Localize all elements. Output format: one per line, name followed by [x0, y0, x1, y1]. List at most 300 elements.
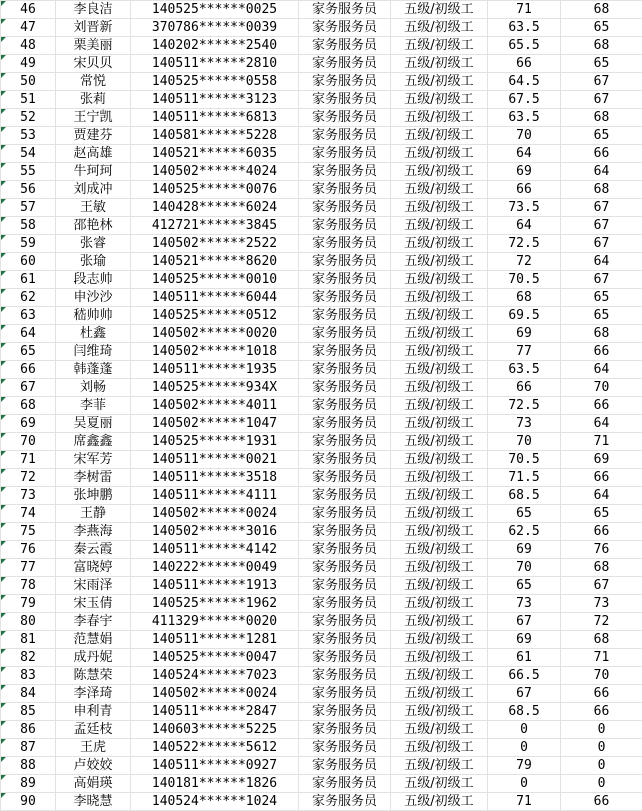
id-number-masked-cell[interactable]: 140502******4024	[131, 163, 299, 181]
score-2-cell[interactable]: 67	[561, 73, 642, 91]
score-1-cell[interactable]: 64.5	[488, 73, 561, 91]
row-number-cell[interactable]	[1, 91, 56, 109]
score-1-cell[interactable]: 64	[488, 217, 561, 235]
id-number-masked-cell[interactable]: 140511******4142	[131, 541, 299, 559]
person-name-cell[interactable]: 宋雨泽	[56, 577, 131, 595]
score-2-cell[interactable]: 66	[561, 703, 642, 721]
score-1-cell[interactable]: 68.5	[488, 703, 561, 721]
skill-level-cell[interactable]: 五级/初级工	[391, 469, 488, 487]
person-name-cell[interactable]: 段志帅	[56, 271, 131, 289]
row-number-cell[interactable]	[1, 793, 56, 811]
score-1-cell[interactable]: 70.5	[488, 271, 561, 289]
score-2-cell[interactable]: 64	[561, 361, 642, 379]
skill-level-cell[interactable]: 五级/初级工	[391, 631, 488, 649]
person-name-cell[interactable]: 王敏	[56, 199, 131, 217]
occupation-cell[interactable]: 家务服务员	[299, 1, 391, 19]
id-number-masked-cell[interactable]: 412721******3845	[131, 217, 299, 235]
id-number-masked-cell[interactable]: 140511******1935	[131, 361, 299, 379]
score-2-cell[interactable]: 73	[561, 595, 642, 613]
person-name-cell[interactable]: 范慧娟	[56, 631, 131, 649]
score-1-cell[interactable]: 66	[488, 181, 561, 199]
id-number-masked-cell[interactable]: 140511******3123	[131, 91, 299, 109]
score-2-cell[interactable]: 68	[561, 325, 642, 343]
score-1-cell[interactable]: 0	[488, 775, 561, 793]
score-2-cell[interactable]: 65	[561, 505, 642, 523]
row-number-cell[interactable]	[1, 631, 56, 649]
score-1-cell[interactable]: 70	[488, 433, 561, 451]
skill-level-cell[interactable]: 五级/初级工	[391, 487, 488, 505]
row-number-cell[interactable]	[1, 739, 56, 757]
skill-level-cell[interactable]: 五级/初级工	[391, 145, 488, 163]
id-number-masked-cell[interactable]: 140511******0927	[131, 757, 299, 775]
id-number-masked-cell[interactable]: 140511******3518	[131, 469, 299, 487]
skill-level-cell[interactable]: 五级/初级工	[391, 217, 488, 235]
score-2-cell[interactable]: 67	[561, 199, 642, 217]
person-name-cell[interactable]: 赵高雄	[56, 145, 131, 163]
occupation-cell[interactable]: 家务服务员	[299, 523, 391, 541]
occupation-cell[interactable]: 家务服务员	[299, 721, 391, 739]
occupation-cell[interactable]: 家务服务员	[299, 325, 391, 343]
row-number-cell[interactable]	[1, 595, 56, 613]
occupation-cell[interactable]: 家务服务员	[299, 487, 391, 505]
score-2-cell[interactable]: 72	[561, 613, 642, 631]
person-name-cell[interactable]: 秦云霞	[56, 541, 131, 559]
score-2-cell[interactable]: 67	[561, 217, 642, 235]
row-number-cell[interactable]	[1, 721, 56, 739]
id-number-masked-cell[interactable]: 140502******2522	[131, 235, 299, 253]
score-1-cell[interactable]: 67	[488, 613, 561, 631]
score-1-cell[interactable]: 66.5	[488, 667, 561, 685]
row-number-cell[interactable]	[1, 37, 56, 55]
person-name-cell[interactable]: 常悦	[56, 73, 131, 91]
row-number-cell[interactable]	[1, 289, 56, 307]
person-name-cell[interactable]: 李燕海	[56, 523, 131, 541]
score-2-cell[interactable]: 68	[561, 631, 642, 649]
person-name-cell[interactable]: 牛珂珂	[56, 163, 131, 181]
person-name-cell[interactable]: 王静	[56, 505, 131, 523]
person-name-cell[interactable]: 申沙沙	[56, 289, 131, 307]
id-number-masked-cell[interactable]: 140502******1047	[131, 415, 299, 433]
row-number-cell[interactable]	[1, 307, 56, 325]
row-number-cell[interactable]	[1, 541, 56, 559]
id-number-masked-cell[interactable]: 370786******0039	[131, 19, 299, 37]
skill-level-cell[interactable]: 五级/初级工	[391, 667, 488, 685]
score-2-cell[interactable]: 64	[561, 253, 642, 271]
id-number-masked-cell[interactable]: 140525******0512	[131, 307, 299, 325]
id-number-masked-cell[interactable]: 140525******0025	[131, 1, 299, 19]
person-name-cell[interactable]: 张坤鹏	[56, 487, 131, 505]
id-number-masked-cell[interactable]: 140521******6035	[131, 145, 299, 163]
occupation-cell[interactable]: 家务服务员	[299, 577, 391, 595]
id-number-masked-cell[interactable]: 140511******2847	[131, 703, 299, 721]
skill-level-cell[interactable]: 五级/初级工	[391, 307, 488, 325]
id-number-masked-cell[interactable]: 140581******5228	[131, 127, 299, 145]
person-name-cell[interactable]: 李树雷	[56, 469, 131, 487]
id-number-masked-cell[interactable]: 140525******0558	[131, 73, 299, 91]
id-number-masked-cell[interactable]: 411329******0020	[131, 613, 299, 631]
score-2-cell[interactable]: 66	[561, 145, 642, 163]
row-number-cell[interactable]	[1, 757, 56, 775]
score-1-cell[interactable]: 63.5	[488, 109, 561, 127]
skill-level-cell[interactable]: 五级/初级工	[391, 325, 488, 343]
occupation-cell[interactable]: 家务服务员	[299, 73, 391, 91]
skill-level-cell[interactable]: 五级/初级工	[391, 541, 488, 559]
score-1-cell[interactable]: 73.5	[488, 199, 561, 217]
score-1-cell[interactable]: 72.5	[488, 235, 561, 253]
person-name-cell[interactable]: 高娟瑛	[56, 775, 131, 793]
id-number-masked-cell[interactable]: 140525******0076	[131, 181, 299, 199]
score-2-cell[interactable]: 65	[561, 289, 642, 307]
person-name-cell[interactable]: 贾建芬	[56, 127, 131, 145]
row-number-cell[interactable]	[1, 577, 56, 595]
score-2-cell[interactable]: 65	[561, 19, 642, 37]
id-number-masked-cell[interactable]: 140525******1931	[131, 433, 299, 451]
person-name-cell[interactable]: 申利青	[56, 703, 131, 721]
score-1-cell[interactable]: 70.5	[488, 451, 561, 469]
person-name-cell[interactable]: 宋玉倩	[56, 595, 131, 613]
occupation-cell[interactable]: 家务服务员	[299, 19, 391, 37]
score-2-cell[interactable]: 67	[561, 577, 642, 595]
row-number-cell[interactable]	[1, 73, 56, 91]
occupation-cell[interactable]: 家务服务员	[299, 757, 391, 775]
skill-level-cell[interactable]: 五级/初级工	[391, 595, 488, 613]
id-number-masked-cell[interactable]: 140521******8620	[131, 253, 299, 271]
score-2-cell[interactable]: 66	[561, 343, 642, 361]
occupation-cell[interactable]: 家务服务员	[299, 631, 391, 649]
row-number-cell[interactable]	[1, 127, 56, 145]
id-number-masked-cell[interactable]: 140428******6024	[131, 199, 299, 217]
skill-level-cell[interactable]: 五级/初级工	[391, 397, 488, 415]
score-2-cell[interactable]: 64	[561, 487, 642, 505]
score-2-cell[interactable]: 66	[561, 685, 642, 703]
occupation-cell[interactable]: 家务服务员	[299, 415, 391, 433]
score-2-cell[interactable]: 0	[561, 775, 642, 793]
row-number-cell[interactable]	[1, 55, 56, 73]
occupation-cell[interactable]: 家务服务员	[299, 289, 391, 307]
score-2-cell[interactable]: 70	[561, 379, 642, 397]
skill-level-cell[interactable]: 五级/初级工	[391, 289, 488, 307]
id-number-masked-cell[interactable]: 140181******1826	[131, 775, 299, 793]
skill-level-cell[interactable]: 五级/初级工	[391, 37, 488, 55]
row-number-cell[interactable]	[1, 505, 56, 523]
occupation-cell[interactable]: 家务服务员	[299, 433, 391, 451]
row-number-cell[interactable]	[1, 613, 56, 631]
occupation-cell[interactable]: 家务服务员	[299, 541, 391, 559]
score-1-cell[interactable]: 71.5	[488, 469, 561, 487]
score-2-cell[interactable]: 64	[561, 163, 642, 181]
score-2-cell[interactable]: 66	[561, 523, 642, 541]
row-number-cell[interactable]	[1, 451, 56, 469]
skill-level-cell[interactable]: 五级/初级工	[391, 253, 488, 271]
person-name-cell[interactable]: 宋军芳	[56, 451, 131, 469]
skill-level-cell[interactable]: 五级/初级工	[391, 523, 488, 541]
skill-level-cell[interactable]: 五级/初级工	[391, 271, 488, 289]
row-number-cell[interactable]	[1, 1, 56, 19]
person-name-cell[interactable]: 席鑫鑫	[56, 433, 131, 451]
row-number-cell[interactable]	[1, 163, 56, 181]
score-2-cell[interactable]: 68	[561, 181, 642, 199]
person-name-cell[interactable]: 王虎	[56, 739, 131, 757]
person-name-cell[interactable]: 杜鑫	[56, 325, 131, 343]
occupation-cell[interactable]: 家务服务员	[299, 181, 391, 199]
row-number-cell[interactable]	[1, 199, 56, 217]
score-1-cell[interactable]: 0	[488, 721, 561, 739]
score-1-cell[interactable]: 66	[488, 379, 561, 397]
score-2-cell[interactable]: 0	[561, 757, 642, 775]
person-name-cell[interactable]: 邵艳林	[56, 217, 131, 235]
person-name-cell[interactable]: 嵇帅帅	[56, 307, 131, 325]
score-2-cell[interactable]: 0	[561, 721, 642, 739]
score-1-cell[interactable]: 69.5	[488, 307, 561, 325]
person-name-cell[interactable]: 韩蓬蓬	[56, 361, 131, 379]
row-number-cell[interactable]	[1, 487, 56, 505]
occupation-cell[interactable]: 家务服务员	[299, 451, 391, 469]
occupation-cell[interactable]: 家务服务员	[299, 397, 391, 415]
skill-level-cell[interactable]: 五级/初级工	[391, 19, 488, 37]
id-number-masked-cell[interactable]: 140502******3016	[131, 523, 299, 541]
occupation-cell[interactable]: 家务服务员	[299, 235, 391, 253]
id-number-masked-cell[interactable]: 140502******1018	[131, 343, 299, 361]
id-number-masked-cell[interactable]: 140502******0020	[131, 325, 299, 343]
score-1-cell[interactable]: 73	[488, 415, 561, 433]
score-2-cell[interactable]: 68	[561, 1, 642, 19]
row-number-cell[interactable]	[1, 469, 56, 487]
occupation-cell[interactable]: 家务服务员	[299, 469, 391, 487]
occupation-cell[interactable]: 家务服务员	[299, 505, 391, 523]
id-number-masked-cell[interactable]: 140525******934X	[131, 379, 299, 397]
id-number-masked-cell[interactable]: 140525******0010	[131, 271, 299, 289]
score-2-cell[interactable]: 69	[561, 451, 642, 469]
row-number-cell[interactable]	[1, 19, 56, 37]
row-number-cell[interactable]	[1, 343, 56, 361]
occupation-cell[interactable]: 家务服务员	[299, 307, 391, 325]
score-1-cell[interactable]: 79	[488, 757, 561, 775]
person-name-cell[interactable]: 刘晋新	[56, 19, 131, 37]
row-number-cell[interactable]	[1, 559, 56, 577]
person-name-cell[interactable]: 张睿	[56, 235, 131, 253]
id-number-masked-cell[interactable]: 140524******1024	[131, 793, 299, 811]
score-2-cell[interactable]: 0	[561, 739, 642, 757]
person-name-cell[interactable]: 孟廷枝	[56, 721, 131, 739]
score-1-cell[interactable]: 68.5	[488, 487, 561, 505]
row-number-cell[interactable]	[1, 667, 56, 685]
score-1-cell[interactable]: 65.5	[488, 37, 561, 55]
score-1-cell[interactable]: 0	[488, 739, 561, 757]
skill-level-cell[interactable]: 五级/初级工	[391, 739, 488, 757]
occupation-cell[interactable]: 家务服务员	[299, 379, 391, 397]
score-1-cell[interactable]: 68	[488, 289, 561, 307]
score-1-cell[interactable]: 65	[488, 577, 561, 595]
score-2-cell[interactable]: 64	[561, 415, 642, 433]
score-2-cell[interactable]: 68	[561, 109, 642, 127]
person-name-cell[interactable]: 栗美丽	[56, 37, 131, 55]
occupation-cell[interactable]: 家务服务员	[299, 163, 391, 181]
id-number-masked-cell[interactable]: 140511******6813	[131, 109, 299, 127]
person-name-cell[interactable]: 陈慧荣	[56, 667, 131, 685]
occupation-cell[interactable]: 家务服务员	[299, 37, 391, 55]
occupation-cell[interactable]: 家务服务员	[299, 613, 391, 631]
row-number-cell[interactable]	[1, 649, 56, 667]
score-1-cell[interactable]: 67.5	[488, 91, 561, 109]
skill-level-cell[interactable]: 五级/初级工	[391, 73, 488, 91]
id-number-masked-cell[interactable]: 140511******2810	[131, 55, 299, 73]
occupation-cell[interactable]: 家务服务员	[299, 667, 391, 685]
occupation-cell[interactable]: 家务服务员	[299, 793, 391, 811]
person-name-cell[interactable]: 宋贝贝	[56, 55, 131, 73]
score-1-cell[interactable]: 61	[488, 649, 561, 667]
skill-level-cell[interactable]: 五级/初级工	[391, 559, 488, 577]
person-name-cell[interactable]: 刘畅	[56, 379, 131, 397]
score-2-cell[interactable]: 68	[561, 37, 642, 55]
occupation-cell[interactable]: 家务服务员	[299, 739, 391, 757]
person-name-cell[interactable]: 李泽琦	[56, 685, 131, 703]
skill-level-cell[interactable]: 五级/初级工	[391, 343, 488, 361]
score-1-cell[interactable]: 69	[488, 163, 561, 181]
occupation-cell[interactable]: 家务服务员	[299, 253, 391, 271]
score-1-cell[interactable]: 71	[488, 1, 561, 19]
person-name-cell[interactable]: 成丹妮	[56, 649, 131, 667]
id-number-masked-cell[interactable]: 140502******4011	[131, 397, 299, 415]
occupation-cell[interactable]: 家务服务员	[299, 559, 391, 577]
score-1-cell[interactable]: 72.5	[488, 397, 561, 415]
occupation-cell[interactable]: 家务服务员	[299, 361, 391, 379]
score-2-cell[interactable]: 68	[561, 559, 642, 577]
row-number-cell[interactable]	[1, 271, 56, 289]
score-1-cell[interactable]: 63.5	[488, 361, 561, 379]
person-name-cell[interactable]: 刘成冲	[56, 181, 131, 199]
person-name-cell[interactable]: 王宁凯	[56, 109, 131, 127]
id-number-masked-cell[interactable]: 140522******5612	[131, 739, 299, 757]
score-2-cell[interactable]: 66	[561, 469, 642, 487]
skill-level-cell[interactable]: 五级/初级工	[391, 361, 488, 379]
skill-level-cell[interactable]: 五级/初级工	[391, 685, 488, 703]
score-1-cell[interactable]: 70	[488, 127, 561, 145]
occupation-cell[interactable]: 家务服务员	[299, 685, 391, 703]
score-1-cell[interactable]: 65	[488, 505, 561, 523]
row-number-cell[interactable]	[1, 181, 56, 199]
person-name-cell[interactable]: 张瑜	[56, 253, 131, 271]
occupation-cell[interactable]: 家务服务员	[299, 109, 391, 127]
skill-level-cell[interactable]: 五级/初级工	[391, 199, 488, 217]
occupation-cell[interactable]: 家务服务员	[299, 127, 391, 145]
score-2-cell[interactable]: 67	[561, 271, 642, 289]
score-2-cell[interactable]: 67	[561, 235, 642, 253]
row-number-cell[interactable]	[1, 235, 56, 253]
score-1-cell[interactable]: 70	[488, 559, 561, 577]
score-2-cell[interactable]: 76	[561, 541, 642, 559]
row-number-cell[interactable]	[1, 415, 56, 433]
skill-level-cell[interactable]: 五级/初级工	[391, 433, 488, 451]
row-number-cell[interactable]	[1, 109, 56, 127]
id-number-masked-cell[interactable]: 140603******5225	[131, 721, 299, 739]
score-1-cell[interactable]: 72	[488, 253, 561, 271]
person-name-cell[interactable]: 李良洁	[56, 1, 131, 19]
skill-level-cell[interactable]: 五级/初级工	[391, 379, 488, 397]
occupation-cell[interactable]: 家务服务员	[299, 199, 391, 217]
row-number-cell[interactable]	[1, 397, 56, 415]
id-number-masked-cell[interactable]: 140511******6044	[131, 289, 299, 307]
score-2-cell[interactable]: 65	[561, 127, 642, 145]
occupation-cell[interactable]: 家务服务员	[299, 775, 391, 793]
row-number-cell[interactable]	[1, 703, 56, 721]
occupation-cell[interactable]: 家务服务员	[299, 649, 391, 667]
occupation-cell[interactable]: 家务服务员	[299, 55, 391, 73]
occupation-cell[interactable]: 家务服务员	[299, 343, 391, 361]
person-name-cell[interactable]: 富晓婷	[56, 559, 131, 577]
skill-level-cell[interactable]: 五级/初级工	[391, 181, 488, 199]
skill-level-cell[interactable]: 五级/初级工	[391, 55, 488, 73]
score-2-cell[interactable]: 71	[561, 649, 642, 667]
skill-level-cell[interactable]: 五级/初级工	[391, 721, 488, 739]
score-1-cell[interactable]: 71	[488, 793, 561, 811]
id-number-masked-cell[interactable]: 140511******1913	[131, 577, 299, 595]
score-2-cell[interactable]: 65	[561, 307, 642, 325]
score-1-cell[interactable]: 66	[488, 55, 561, 73]
score-1-cell[interactable]: 62.5	[488, 523, 561, 541]
row-number-cell[interactable]	[1, 217, 56, 235]
skill-level-cell[interactable]: 五级/初级工	[391, 505, 488, 523]
score-1-cell[interactable]: 63.5	[488, 19, 561, 37]
skill-level-cell[interactable]: 五级/初级工	[391, 451, 488, 469]
score-1-cell[interactable]: 67	[488, 685, 561, 703]
score-2-cell[interactable]: 70	[561, 667, 642, 685]
id-number-masked-cell[interactable]: 140222******0049	[131, 559, 299, 577]
id-number-masked-cell[interactable]: 140502******0024	[131, 505, 299, 523]
score-2-cell[interactable]: 65	[561, 55, 642, 73]
row-number-cell[interactable]	[1, 685, 56, 703]
row-number-cell[interactable]	[1, 145, 56, 163]
skill-level-cell[interactable]: 五级/初级工	[391, 703, 488, 721]
row-number-cell[interactable]	[1, 379, 56, 397]
id-number-masked-cell[interactable]: 140511******4111	[131, 487, 299, 505]
id-number-masked-cell[interactable]: 140502******0024	[131, 685, 299, 703]
skill-level-cell[interactable]: 五级/初级工	[391, 613, 488, 631]
id-number-masked-cell[interactable]: 140511******0021	[131, 451, 299, 469]
row-number-cell[interactable]	[1, 325, 56, 343]
person-name-cell[interactable]: 吴夏丽	[56, 415, 131, 433]
occupation-cell[interactable]: 家务服务员	[299, 217, 391, 235]
row-number-cell[interactable]	[1, 361, 56, 379]
score-1-cell[interactable]: 69	[488, 631, 561, 649]
skill-level-cell[interactable]: 五级/初级工	[391, 163, 488, 181]
id-number-masked-cell[interactable]: 140202******2540	[131, 37, 299, 55]
score-1-cell[interactable]: 64	[488, 145, 561, 163]
skill-level-cell[interactable]: 五级/初级工	[391, 127, 488, 145]
row-number-cell[interactable]	[1, 433, 56, 451]
id-number-masked-cell[interactable]: 140525******0047	[131, 649, 299, 667]
occupation-cell[interactable]: 家务服务员	[299, 595, 391, 613]
score-2-cell[interactable]: 67	[561, 91, 642, 109]
score-1-cell[interactable]: 69	[488, 325, 561, 343]
score-1-cell[interactable]: 77	[488, 343, 561, 361]
skill-level-cell[interactable]: 五级/初级工	[391, 793, 488, 811]
score-2-cell[interactable]: 66	[561, 793, 642, 811]
skill-level-cell[interactable]: 五级/初级工	[391, 1, 488, 19]
skill-level-cell[interactable]: 五级/初级工	[391, 649, 488, 667]
score-2-cell[interactable]: 66	[561, 397, 642, 415]
row-number-cell[interactable]	[1, 253, 56, 271]
skill-level-cell[interactable]: 五级/初级工	[391, 91, 488, 109]
person-name-cell[interactable]: 卢姣姣	[56, 757, 131, 775]
skill-level-cell[interactable]: 五级/初级工	[391, 577, 488, 595]
id-number-masked-cell[interactable]: 140525******1962	[131, 595, 299, 613]
skill-level-cell[interactable]: 五级/初级工	[391, 235, 488, 253]
person-name-cell[interactable]: 李春宇	[56, 613, 131, 631]
score-1-cell[interactable]: 69	[488, 541, 561, 559]
occupation-cell[interactable]: 家务服务员	[299, 145, 391, 163]
person-name-cell[interactable]: 李菲	[56, 397, 131, 415]
skill-level-cell[interactable]: 五级/初级工	[391, 109, 488, 127]
